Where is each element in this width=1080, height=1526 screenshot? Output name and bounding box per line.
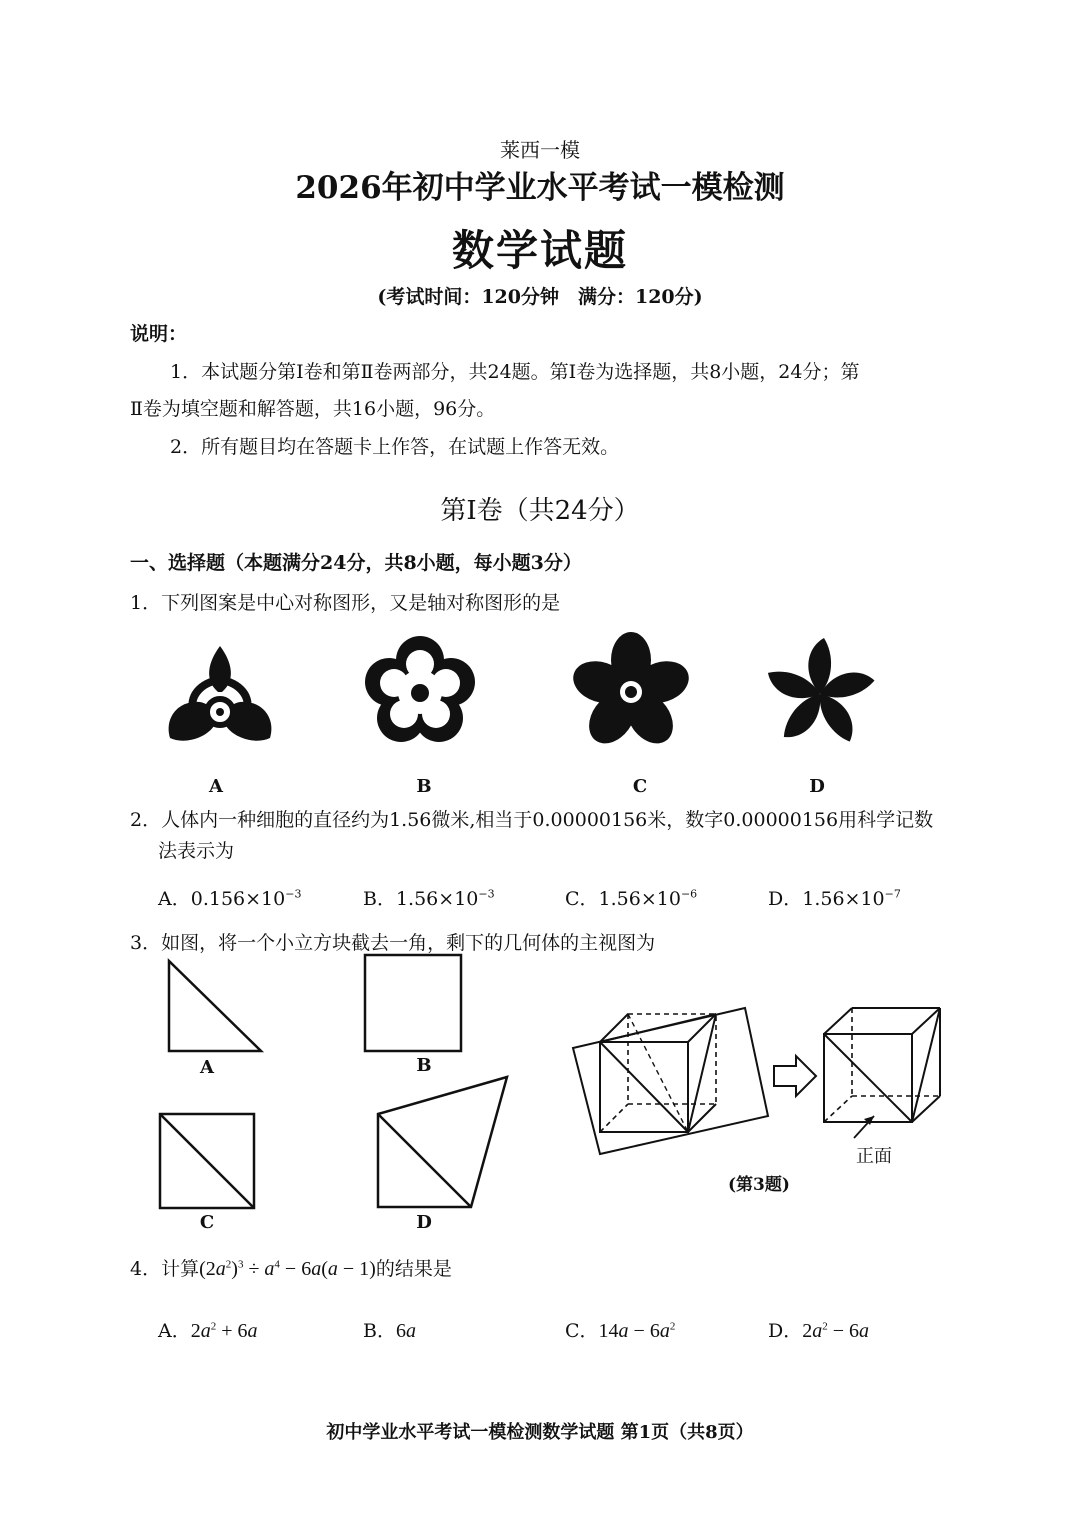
q3-cube-figure bbox=[570, 1004, 950, 1164]
exam-title: 2026年初中学业水平考试一模检测 bbox=[295, 170, 785, 206]
q1-figure-d bbox=[770, 636, 870, 752]
q2-option-c: C．$1.56\times 10^{-6}$ bbox=[565, 887, 698, 910]
question-3-stem: 3．如图，将一个小立方块截去一角，剩下的几何体的主视图为 bbox=[130, 932, 656, 954]
instruction-item-2: 2．所有题目均在答题卡上作答，在试题上作答无效。 bbox=[170, 436, 620, 458]
q1-label-d: D bbox=[809, 776, 825, 797]
q3-figure-d bbox=[375, 1074, 511, 1210]
instructions-heading: 说明： bbox=[130, 323, 188, 345]
q3-label-a: A bbox=[200, 1057, 214, 1078]
q3-figure-c bbox=[158, 1112, 256, 1210]
region-label: 莱西一模 bbox=[500, 138, 580, 162]
page-footer: 初中学业水平考试一模检测数学试题 第1页（共8页） bbox=[326, 1422, 754, 1443]
q1-label-c: C bbox=[632, 776, 648, 797]
q4-option-c: C．$14a - 6a^2$ bbox=[565, 1320, 676, 1342]
q1-label-b: B bbox=[416, 776, 432, 797]
section-heading: 一、选择题（本题满分24分，共8小题，每小题3分） bbox=[130, 552, 582, 574]
q4-option-d: D．$2a^2 - 6a$ bbox=[768, 1320, 870, 1342]
instruction-item-1-line-1: 1．本试题分第Ⅰ卷和第Ⅱ卷两部分，共24题。第Ⅰ卷为选择题，共8小题，24分；第 bbox=[170, 361, 860, 383]
q2-option-d: D．$1.56\times 10^{-7}$ bbox=[768, 887, 901, 910]
q3-label-c: C bbox=[199, 1212, 215, 1233]
q2-option-b: B．$1.56\times 10^{-3}$ bbox=[363, 887, 495, 910]
subject-title: 数学试题 bbox=[451, 226, 628, 275]
q2-option-a: A．$0.156\times 10^{-3}$ bbox=[158, 887, 302, 910]
part1-title: 第Ⅰ卷（共24分） bbox=[440, 496, 640, 526]
q3-label-d: D bbox=[416, 1212, 432, 1233]
q3-figure-a bbox=[166, 958, 266, 1054]
q1-figure-a bbox=[160, 640, 280, 750]
q3-front-label: 正面 bbox=[856, 1146, 892, 1167]
question-2-stem-line-2: 法表示为 bbox=[158, 840, 235, 862]
question-2-stem-line-1: 2．人体内一种细胞的直径约为1.56微米,相当于0.00000156米，数字0.00000156用科学记数 bbox=[130, 809, 934, 831]
question-4-stem: 4．计算$(2a^2)^3 \div a^4 - 6a(a - 1)$的结果是 bbox=[130, 1258, 452, 1280]
q1-label-a: A bbox=[209, 776, 223, 797]
question-1-stem: 1．下列图案是中心对称图形，又是轴对称图形的是 bbox=[130, 592, 561, 614]
q1-figure-b bbox=[365, 636, 475, 746]
instruction-item-1-line-2: Ⅱ卷为填空题和解答题，共16小题，96分。 bbox=[130, 398, 496, 420]
q3-caption: (第3题) bbox=[728, 1175, 790, 1195]
q4-option-b: B．6a bbox=[363, 1320, 416, 1342]
q4-option-a: A．$2a^2 + 6a$ bbox=[158, 1320, 258, 1342]
q3-label-b: B bbox=[416, 1055, 432, 1076]
q1-figure-c bbox=[570, 632, 692, 750]
exam-time-info: (考试时间：120分钟 满分：120分) bbox=[377, 286, 703, 308]
q3-figure-b bbox=[363, 953, 463, 1053]
